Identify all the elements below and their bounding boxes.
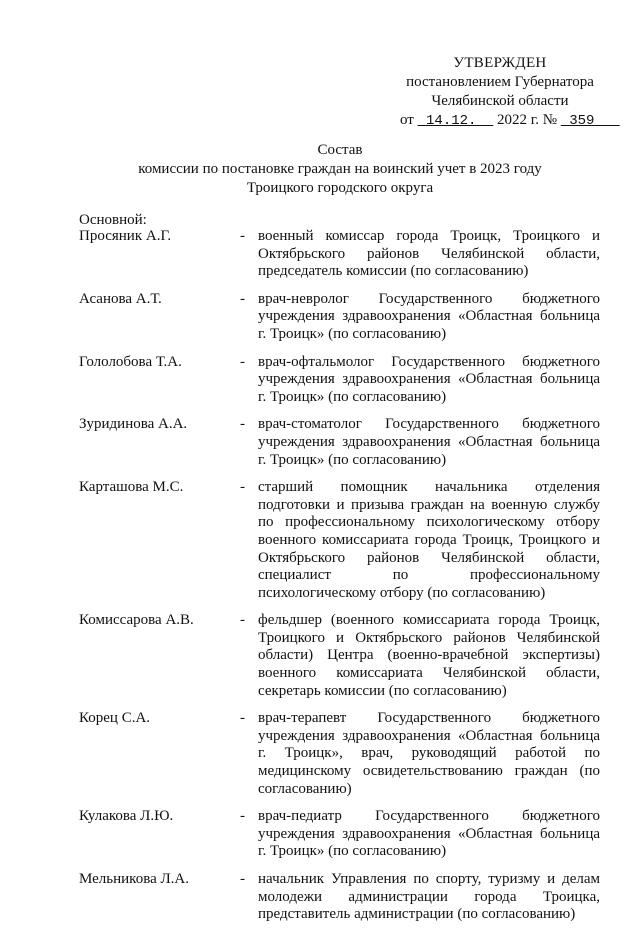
member-name: Просяник А.Г.: [79, 228, 172, 244]
member-dash: -: [240, 479, 245, 496]
member-dash: -: [240, 228, 245, 244]
member-row: [79, 291, 599, 344]
member-role: врач-стоматолог Государственного бюджетного учреждения здравоохранения «Областная больница г. Троицк» (по согласованию): [258, 416, 600, 468]
title-line-3: Троицкого городского округа: [246, 180, 434, 196]
section-label: Основной:: [79, 212, 147, 228]
member-name: Асанова А.Т.: [79, 290, 162, 307]
member-dash: -: [240, 353, 245, 370]
member-row: [79, 612, 599, 700]
member-name: Гололобова Т.А.: [79, 353, 182, 370]
approval-stamp: [400, 54, 600, 131]
member-dash: -: [240, 871, 245, 887]
member-name: Комиссарова А.В.: [79, 612, 194, 629]
member-dash: -: [240, 710, 245, 727]
member-dash: -: [240, 612, 245, 629]
member-dash: -: [240, 808, 245, 825]
member-row: [79, 479, 599, 602]
document-title: [0, 141, 640, 198]
member-row: [79, 871, 599, 924]
approval-line-2: Челябинской области: [431, 93, 569, 109]
member-name: Карташова М.С.: [79, 479, 184, 496]
member-role: врач-офтальмолог Государственного бюджетного учреждения здравоохранения «Областная больница г. Троицк» (по согласованию): [258, 353, 600, 405]
decree-number-text: 359: [569, 113, 595, 129]
member-role: фельдшер (военного комиссариата города Троицк, Троицкого и Октябрьского районов Челябинской области) Центра (военно-врачебной экспертизы) военного комиссариата Челябинской области, секретарь комиссии (по согласованию): [258, 612, 600, 699]
member-row: [79, 416, 599, 469]
approval-date-line: [400, 111, 600, 131]
member-row: [79, 808, 599, 861]
approval-heading: УТВЕРЖДЕН: [453, 55, 547, 71]
member-row: [79, 710, 599, 798]
member-name: Зуридинова А.А.: [79, 416, 188, 433]
date-value: [418, 113, 494, 129]
member-role: военный комиссар города Троицк, Троицкого и Октябрьского районов Челябинской области, председатель комиссии (по согласованию): [258, 228, 600, 280]
title-line-2: комиссии по постановке граждан на воинский учет в 2023 году: [138, 161, 542, 177]
approval-line-1: постановлением Губернатора: [406, 74, 594, 90]
member-dash: -: [240, 416, 245, 433]
member-name: Мельникова Л.А.: [79, 871, 190, 887]
member-dash: -: [240, 290, 245, 307]
member-role: врач-терапевт Государственного бюджетного учреждения здравоохранения «Областная больница г. Троицк», врач, руководящий работой по медицинскому освидетельствованию граждан (по согласованию): [258, 710, 600, 797]
member-role: врач-невролог Государственного бюджетного учреждения здравоохранения «Областная больница г. Троицк» (по согласованию): [258, 290, 600, 342]
member-row: [79, 354, 599, 407]
member-role: начальник Управления по спорту, туризму и делам молодежи администрации города Троицка, представитель администрации (по согласованию): [258, 871, 600, 923]
decree-number: [561, 113, 620, 129]
year-text: 2022 г. №: [497, 112, 558, 128]
members-list: [79, 228, 599, 934]
member-name: Корец С.А.: [79, 710, 151, 727]
date-prefix: от: [400, 112, 414, 128]
member-role: врач-педиатр Государственного бюджетного учреждения здравоохранения «Областная больница г. Троицк» (по согласованию): [258, 808, 600, 860]
member-role: старший помощник начальника отделения подготовки и призыва граждан на военную службу по профессиональному психологическому отбору военного комиссариата города Троицк, Троицкого и Октябрьского районов Челябинской области, специалист по профессиональному психологическому отбору (по согласованию): [258, 479, 600, 601]
title-line-1: Состав: [317, 142, 363, 158]
date-value-text: 14.12.: [426, 113, 477, 129]
member-name: Кулакова Л.Ю.: [79, 808, 174, 825]
member-row: [79, 228, 599, 281]
